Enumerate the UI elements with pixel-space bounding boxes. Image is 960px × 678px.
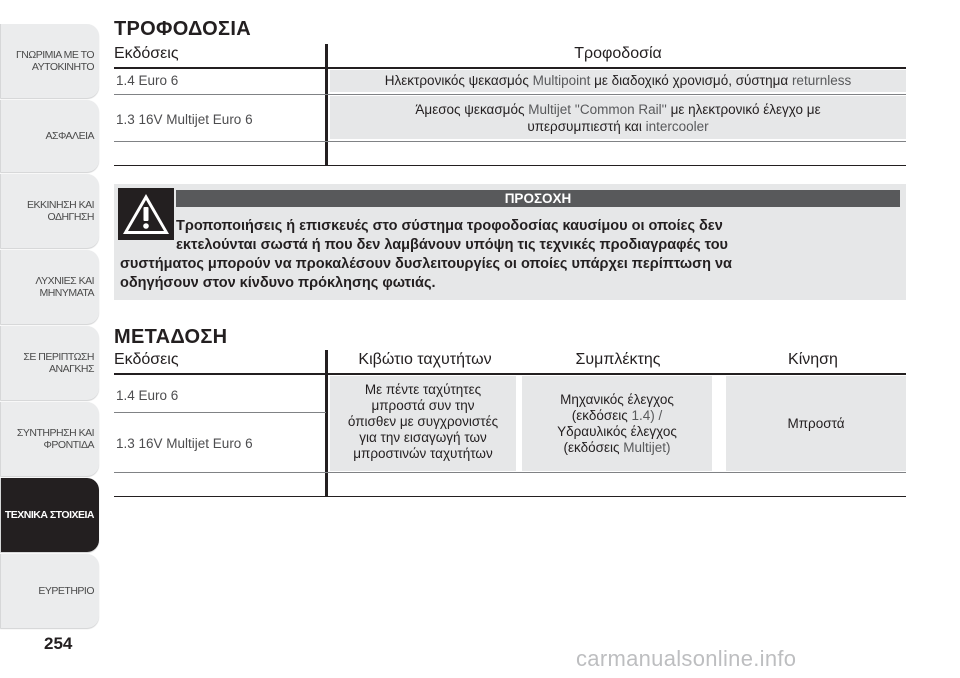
tab-index[interactable] — [0, 554, 99, 628]
supply-line — [330, 101, 906, 118]
tab-label: ΤΕΧΝΙΚΑ ΣΤΟΙΧΕΙΑ — [4, 509, 94, 521]
page-number: 254 — [44, 634, 73, 653]
clutch-line — [522, 408, 712, 424]
text-fragment: Multipoint — [528, 73, 595, 88]
fuel-header-versions: Εκδόσεις — [114, 45, 179, 62]
text-fragment: Μηχανικός έλεγχος — [560, 392, 674, 407]
tab-label: ΑΣΦΑΛΕΙΑ — [45, 130, 94, 142]
clutch-line — [522, 392, 712, 408]
warning-line: οδηγήσουν στον κίνδυνο πρόκλησης φωτιάς. — [120, 275, 436, 291]
watermark: carmanualsonline.info — [576, 646, 797, 671]
transmission-section-title: ΜΕΤΑΔΟΣΗ — [114, 326, 228, 348]
transmission-row2-version: 1.3 16V Multijet Euro 6 — [116, 436, 253, 451]
text-fragment: returnless — [788, 73, 852, 88]
fuel-row1-rule — [114, 94, 906, 95]
text-fragment: (εκδόσεις — [563, 440, 620, 455]
text-fragment: με — [670, 102, 685, 117]
transmission-header-rule — [114, 373, 906, 375]
tab-label: ΕΥΡΕΤΗΡΙΟ — [38, 585, 94, 597]
warning-line: συστήματος μπορούν να προκαλέσουν δυσλειτουργίες οι οποίες υπάρχει περίπτωση να — [120, 256, 732, 272]
tab-starting-driving[interactable] — [0, 174, 99, 248]
tab-label: ΛΥΧΝΙΕΣ ΚΑΙ ΜΗΝΥΜΑΤΑ — [35, 275, 94, 299]
clutch-description — [522, 392, 712, 456]
text-fragment: Multijet ''Common Rail'' — [524, 102, 671, 117]
transmission-header-versions: Εκδόσεις — [114, 351, 179, 368]
gearbox-line: μπροστά συν την — [371, 398, 475, 413]
fuel-row1-supply — [330, 73, 906, 88]
tab-vehicle-knowledge[interactable] — [0, 24, 99, 98]
text-fragment: με — [806, 102, 821, 117]
tab-technical-data[interactable] — [0, 478, 99, 552]
transmission-bottom-rule — [114, 496, 906, 497]
tab-safety[interactable] — [0, 100, 99, 172]
tab-lights-messages[interactable] — [0, 250, 99, 324]
transmission-header-clutch: Συμπλέκτης — [575, 351, 661, 368]
transmission-header-gearbox: Κιβώτιο ταχυτήτων — [358, 351, 492, 368]
text-fragment: Ηλεκτρονικός ψεκασμός — [384, 73, 529, 88]
tab-label: ΣΥΝΤΗΡΗΣΗ ΚΑΙ ΦΡΟΝΤΙΔΑ — [16, 427, 94, 451]
text-fragment: με — [594, 73, 608, 88]
text-fragment: (εκδόσεις — [571, 408, 628, 423]
warning-line: εκτελούνται σωστά ή που δεν λαμβάνουν υπόψη τις τεχνικές προδιαγραφές του — [176, 237, 728, 253]
gearbox-description — [330, 382, 516, 462]
text-fragment: Άμεσος ψεκασμός — [415, 102, 525, 117]
fuel-section-title: ΤΡΟΦΟΔΟΣΙΑ — [114, 18, 251, 40]
text-fragment: 1.4) / — [627, 408, 663, 423]
fuel-row2-rule — [114, 141, 906, 142]
warning-header: ΠΡΟΣΟΧΗ — [176, 190, 900, 207]
fuel-bottom-rule — [114, 165, 906, 166]
fuel-row2-supply — [330, 101, 906, 135]
text-fragment: διαδοχικό χρονισμό, σύστημα — [607, 73, 789, 88]
gearbox-line: Με πέντε ταχύτητες — [364, 382, 482, 397]
transmission-header-drive: Κίνηση — [788, 351, 838, 368]
text-fragment: intercooler — [641, 119, 709, 134]
tab-label: ΓΝΩΡΙΜΙΑ ΜΕ ΤΟ ΑΥΤΟΚΙΝΗΤΟ — [15, 49, 94, 73]
text-fragment: ηλεκτρονικό έλεγχο — [684, 102, 807, 117]
gearbox-line: μπροστινών ταχυτήτων — [353, 446, 493, 461]
text-fragment: Υδραυλικός έλεγχος — [557, 424, 677, 439]
fuel-column-divider — [325, 44, 328, 166]
transmission-row1-rule — [114, 412, 326, 413]
gearbox-line: για την εισαγωγή των — [359, 430, 487, 445]
fuel-row1-version: 1.4 Euro 6 — [116, 73, 179, 88]
text-fragment: Multijet) — [619, 440, 671, 455]
fuel-row2-version: 1.3 16V Multijet Euro 6 — [116, 112, 253, 127]
transmission-row2-rule — [114, 472, 906, 473]
clutch-line — [522, 424, 712, 440]
tab-label: ΕΚΚΙΝΗΣΗ ΚΑΙ ΟΔΗΓΗΣΗ — [26, 199, 94, 223]
text-fragment: υπερσυμπιεστή και — [527, 119, 642, 134]
drive-value: Μπροστά — [787, 416, 845, 431]
transmission-row1-version: 1.4 Euro 6 — [116, 388, 179, 403]
supply-line — [330, 118, 906, 135]
gearbox-line: όπισθεν με συγχρονιστές — [347, 414, 499, 429]
warning-triangle-icon — [118, 188, 174, 240]
warning-line: Τροποποιήσεις ή επισκευές στο σύστημα τροφοδοσίας καυσίμου οι οποίες δεν — [176, 218, 723, 234]
fuel-header-supply: Τροφοδοσία — [574, 45, 662, 62]
tab-maintenance[interactable] — [0, 402, 99, 476]
tab-label: ΣΕ ΠΕΡΙΠΤΩΣΗ ΑΝΑΓΚΗΣ — [23, 351, 94, 375]
tab-emergency[interactable] — [0, 326, 99, 400]
clutch-line — [522, 440, 712, 456]
fuel-header-rule — [114, 67, 906, 69]
